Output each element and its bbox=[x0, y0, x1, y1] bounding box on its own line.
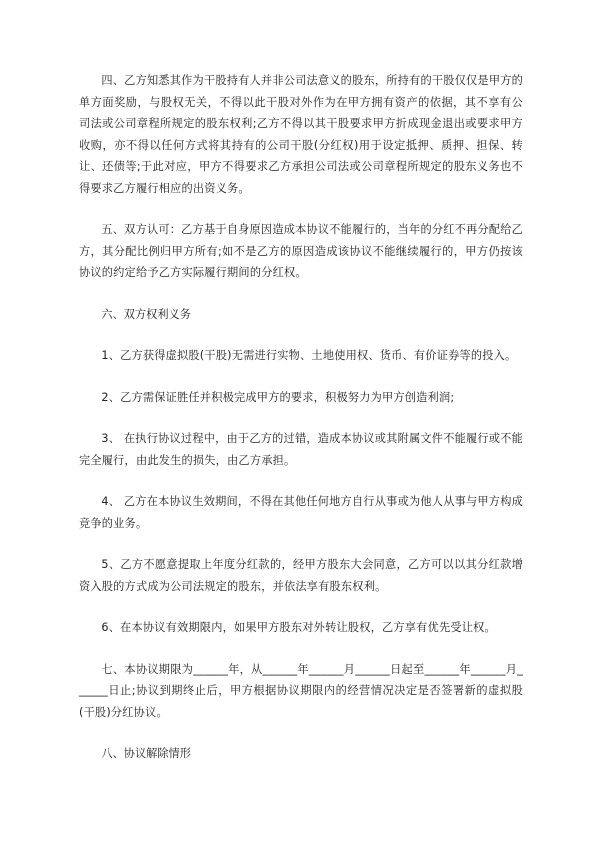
clause-six-item-2: 2、乙方需保证胜任并积极完成甲方的要求，积极努力为甲方创造利润; bbox=[101, 390, 455, 404]
clause-six-item-3: 3、 在执行协议过程中，由于乙方的过错，造成本协议或其附属文件不能履行或不能完全履行，由此发生的损失，由乙方承担。 bbox=[79, 432, 523, 467]
clause-six-item-1: 1、乙方获得虚拟股(干股)无需进行实物、土地使用权、货币、有价证券等的投入。 bbox=[101, 349, 517, 362]
clause-four-paragraph: 四、乙方知悉其作为干股持有人并非公司法意义的股东，所持有的干股仅仅是甲方的单方面奖励，与股权无关，不得以此干股对外作为在甲方拥有资产的依据，其不享有公司法或公司章程所规定的股东权利;乙方不得以其干股要求甲方折成现金退出或要求甲方收购，亦不得以任何方式将其持有的公司干股(分红权)用于设定抵押、质押、担保、转让、还债等;于此对应，甲方不得要求乙方承担公司法或公司章程所规定的股东义务也不得要求乙方履行相应的出资义务。 bbox=[79, 74, 523, 195]
clause-six-heading: 六、双方权利义务 bbox=[101, 307, 191, 321]
clause-six-item-4: 4、 乙方在本协议生效期间，不得在其他任何地方自行从事或为他人从事与甲方构成竞争的业务。 bbox=[79, 495, 523, 530]
clause-seven-paragraph: 七、本协议期限为______年，从______年______月______日起至______年______月______日止;协议到期终止后，甲方根据协议期限内的经营情况决定是否签署新的虚拟股(干股)分红协议。 bbox=[79, 662, 523, 719]
clause-six-item-6: 6、在本协议有效期限内，如果甲方股东对外转让股权，乙方享有优先受让权。 bbox=[101, 621, 496, 634]
document-body bbox=[79, 70, 523, 765]
clause-six-item-5: 5、乙方不愿意提取上年度分红款的，经甲方股东大会同意，乙方可以以其分红款增资入股的方式成为公司法规定的股东，并依法享有股东权利。 bbox=[79, 558, 523, 593]
clause-five-paragraph: 五、双方认可：乙方基于自身原因造成本协议不能履行的，当年的分红不再分配给乙方，其分配比例归甲方所有;如不是乙方的原因造成该协议不能继续履行的，甲方仍按该协议的约定给予乙方实际履行期间的分红权。 bbox=[79, 223, 523, 279]
clause-eight-heading: 八、协议解除情形 bbox=[101, 747, 191, 760]
